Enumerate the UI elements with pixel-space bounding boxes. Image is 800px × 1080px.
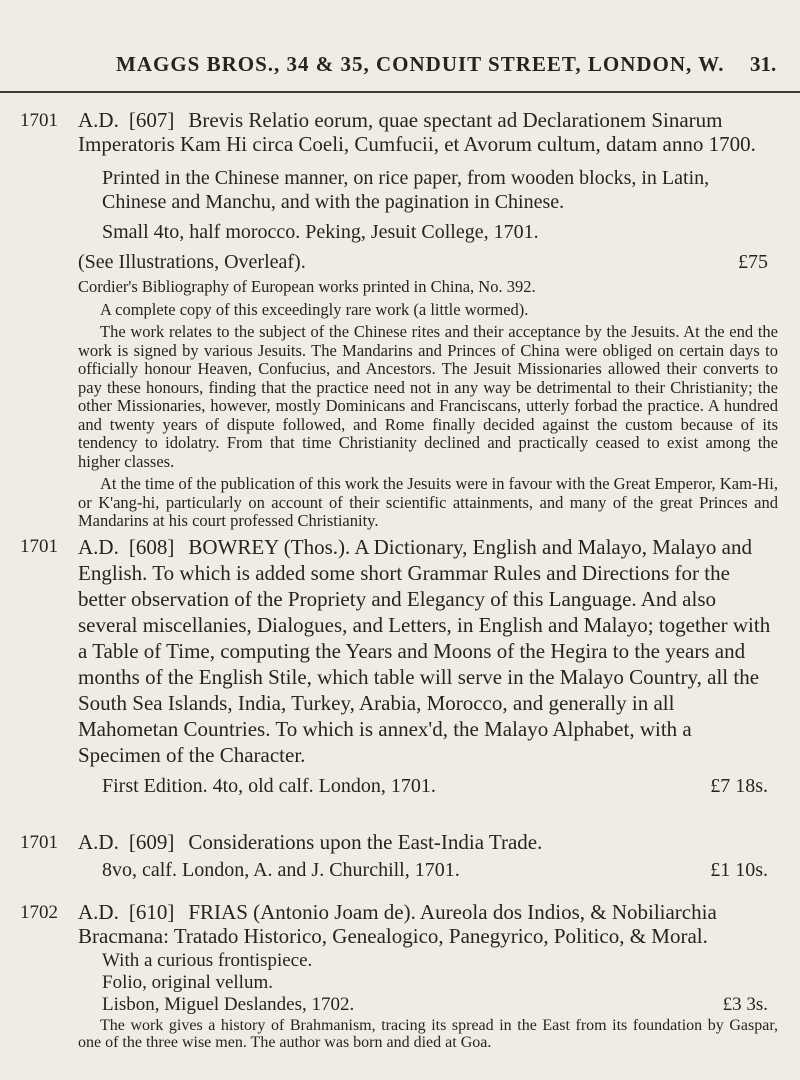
entry-note: At the time of the publication of this work the Jesuits were in favour with the Great Emperor, Kam-Hi, or K'ang-hi, particularly on account of their scientific attainments, and many of the great Princes and Mandarins at his court professed Christianity. [78, 474, 778, 530]
entry-ad: A.D. [78, 900, 119, 924]
page-number: 31. [750, 52, 777, 76]
entry-line: Folio, original vellum. [102, 972, 273, 993]
publisher-address: MAGGS BROS., 34 & 35, CONDUIT STREET, LONDON, W. [116, 52, 725, 76]
entry-title: BOWREY (Thos.). A Dictionary, English and Malayo, Malayo and English. To which is added some short Grammar Rules and Directions for the better observation of the Propriety and Elegancy of this Language. And also several miscellanies, Dialogues, and Letters, in English and Malayo; together with a Table of Time, computing the Years and Moons of the Hegira to the years and months of the English Stile, which table will serve in the Malayo Country, all the South Sea Islands, India, Turkey, Arabia, Morocco, and generally in all Mahometan Countries. To which is annex'd, the Malayo Alphabet, with a Specimen of the Character. [78, 535, 771, 767]
entry-number: [610] [128, 900, 175, 924]
entry-meta: First Edition. 4to, old calf. London, 1701. [102, 775, 436, 797]
entry-see-line [78, 250, 778, 274]
entry-title-line [78, 830, 778, 854]
entry-price: £1 10s. [710, 859, 768, 881]
entry-body [78, 900, 778, 1051]
entry-number: [609] [128, 830, 175, 854]
entry-title: FRIAS (Antonio Joam de). Aureola dos Indios, & Nobiliarchia Bracmana: Tratado Historico, Genealogico, Panegyrico, Politico, & Moral. [78, 900, 717, 948]
entry-note: The work relates to the subject of the Chinese rites and their acceptance by the Jesuits. At the end the work is signed by various Jesuits. The Mandarins and Princes of China were obliged on certain days to officially honour Heaven, Confucius, and Ancestors. The Jesuit Missionaries allowed their converts to pay these honours, finding that the practice need not in any way be detrimental to their Christianity; the other Missionaries, however, mostly Dominicans and Franciscans, utterly forbad the practice. A hundred and twenty years of dispute followed, and Rome finally decided against the custom because of its tendency to idolatry. From that time Christianity declined and practically ceased to exist among the higher classes. [78, 322, 778, 471]
entry-number: [608] [128, 535, 175, 559]
entry-body [78, 830, 778, 882]
entry-body [78, 108, 778, 531]
entry-year: 1701 [20, 832, 58, 853]
entry-see: (See Illustrations, Overleaf). [78, 251, 306, 273]
entry-year: 1701 [20, 536, 58, 557]
entry-year: 1701 [20, 110, 58, 131]
entry-price: £75 [738, 251, 768, 273]
entry-meta: 8vo, calf. London, A. and J. Churchill, 1701. [102, 859, 460, 881]
entry-body [78, 534, 778, 798]
entry-line: Small 4to, half morocco. Peking, Jesuit College, 1701. [102, 221, 539, 243]
entry-year: 1702 [20, 902, 58, 923]
entry-imprint-line [102, 994, 778, 1015]
entry-meta-line [102, 774, 778, 798]
entry-price: £7 18s. [710, 775, 768, 797]
entry-title: Considerations upon the East-India Trade. [188, 830, 543, 854]
entry-line: Printed in the Chinese manner, on rice paper, from wooden blocks, in Latin, Chinese and Manchu, and with the pagination in Chinese. [102, 167, 710, 213]
entry-ad: A.D. [78, 830, 119, 854]
entry-line: With a curious frontispiece. [102, 950, 313, 971]
entry-ad: A.D. [78, 535, 119, 559]
entry-title: Brevis Relatio eorum, quae spectant ad Declarationem Sinarum Imperatoris Kam Hi circa Coeli, Cumfucii, et Avorum cultum, datam anno 1700. [78, 108, 756, 156]
entry-ad: A.D. [78, 108, 119, 132]
page-header [0, 52, 800, 92]
entry-title-line [78, 108, 778, 156]
entry-note: Cordier's Bibliography of European works printed in China, No. 392. [78, 277, 536, 296]
entry-price: £3 3s. [722, 994, 768, 1015]
entry-meta-line [102, 858, 778, 882]
entry-title-line [78, 900, 778, 948]
entry-number: [607] [128, 108, 175, 132]
header-rule [0, 91, 800, 93]
entry-imprint: Lisbon, Miguel Deslandes, 1702. [102, 994, 355, 1015]
entry-note: A complete copy of this exceedingly rare work (a little wormed). [100, 299, 529, 319]
entry-title-line [78, 534, 778, 768]
entry-note: The work gives a history of Brahmanism, tracing its spread in the East from its foundation by Gaspar, one of the three wise men. The author was born and died at Goa. [78, 1017, 778, 1051]
